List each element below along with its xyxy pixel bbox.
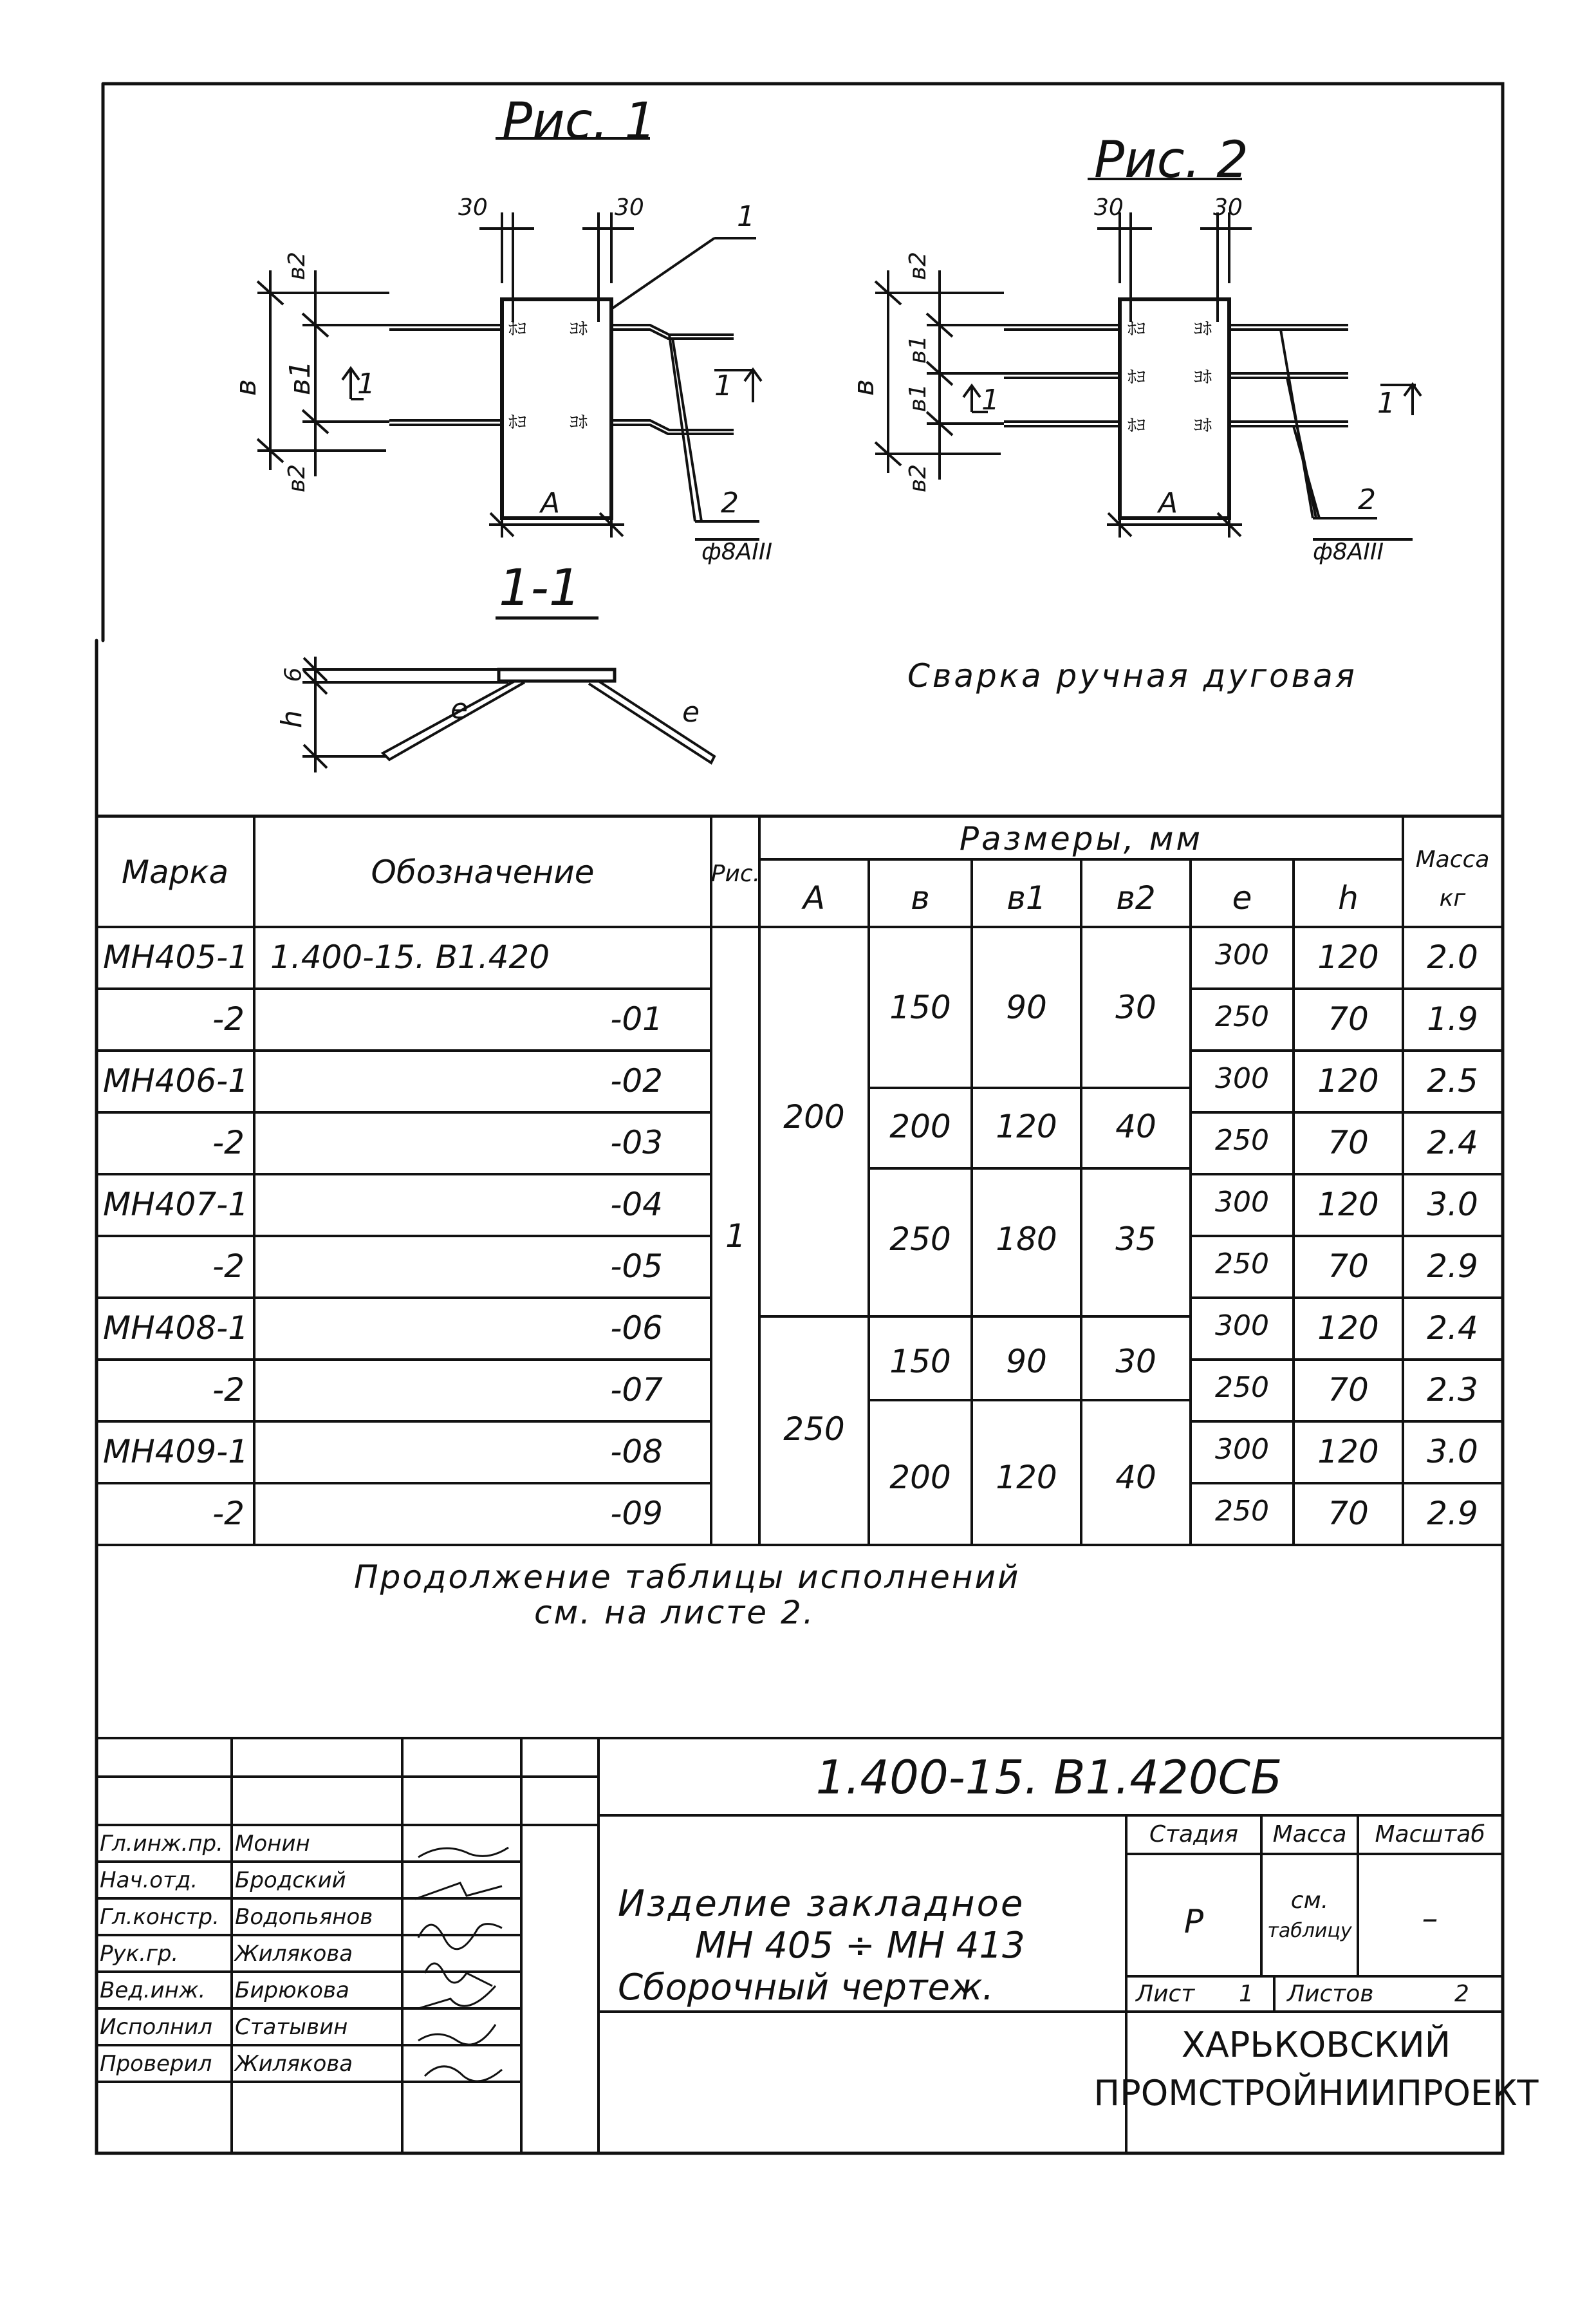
fig1-dim-b2-bottom: в2 (284, 463, 311, 493)
fig1-dim-30-right: 30 (615, 194, 644, 221)
fig1-section-mark-right: 1 (714, 370, 732, 402)
group-b2: 40 (1115, 1108, 1156, 1145)
row-e: 300 (1215, 939, 1269, 971)
row-designation: 1.400-15. В1.420 (270, 939, 550, 976)
row-mark: МН405-1 (103, 939, 249, 976)
fig1-title: Рис. 1 (502, 93, 656, 151)
row-e: 250 (1215, 1371, 1269, 1404)
fig1-pos-1: 1 (737, 200, 755, 233)
row-mass: 2.4 (1427, 1124, 1478, 1161)
row-designation: -01 (610, 1000, 663, 1038)
row-h: 70 (1328, 1124, 1369, 1161)
row-e: 250 (1215, 1495, 1269, 1528)
row-h: 120 (1317, 1186, 1379, 1223)
row-designation: -03 (610, 1124, 663, 1161)
doc-code: 1.400-15. В1.420СБ (815, 1750, 1283, 1804)
welding-note: Сварка ручная дуговая (907, 657, 1357, 695)
svg-text:ﾎﾖ: ﾎﾖ (508, 318, 527, 339)
header-b1: в1 (1007, 879, 1046, 917)
staff-name: Жилякова (235, 1941, 353, 1967)
staff-role: Вед.инж. (100, 1978, 206, 2003)
org-line-1: ХАРЬКОВСКИЙ (1181, 2025, 1451, 2065)
staff-name: Водопьянов (235, 1904, 373, 1930)
fig2-title: Рис. 2 (1094, 131, 1248, 189)
fig2-dim-30-left: 30 (1094, 194, 1124, 221)
row-h: 70 (1328, 1248, 1369, 1285)
row-mass: 2.0 (1427, 939, 1478, 976)
section-title: 1-1 (499, 559, 581, 617)
group-b2: 30 (1115, 1343, 1156, 1380)
section-dim-e-right: e (682, 696, 700, 729)
row-mark: МН406-1 (103, 1062, 249, 1099)
fig1-dim-b2-top: в2 (284, 251, 311, 281)
header-designation: Обозначение (371, 854, 595, 891)
row-mass: 2.3 (1427, 1371, 1478, 1408)
row-e: 250 (1215, 1124, 1269, 1157)
header-h: h (1338, 879, 1359, 917)
scale-value: – (1422, 1900, 1438, 1937)
staff-name: Жилякова (235, 2051, 353, 2077)
fig2-dim-A: A (1158, 487, 1178, 519)
row-mass: 3.0 (1427, 1433, 1478, 1470)
row-mark: МН408-1 (103, 1309, 249, 1347)
staff-role: Гл.инж.пр. (100, 1831, 223, 1857)
staff-name: Бирюкова (235, 1978, 349, 2003)
stage-value: Р (1183, 1903, 1204, 1940)
mass-value-2: таблицу (1267, 1920, 1352, 1942)
svg-text:ﾖﾎ: ﾖﾎ (570, 411, 588, 433)
staff-name: Бродский (235, 1867, 346, 1893)
fig1-dim-30-left: 30 (458, 194, 488, 221)
fig1-rebar: ф8АIII (701, 539, 773, 565)
mass-value-1: см. (1290, 1887, 1329, 1914)
svg-text:ﾖﾎ: ﾖﾎ (1194, 366, 1212, 388)
group-B: 250 (889, 1221, 951, 1258)
row-mass: 2.5 (1427, 1062, 1478, 1099)
group-B: 150 (889, 1343, 951, 1380)
group-b1: 180 (996, 1221, 1057, 1258)
note-line-2: см. на листе 2. (534, 1594, 815, 1631)
row-mark: -2 (212, 1124, 245, 1161)
row-e: 300 (1215, 1309, 1269, 1342)
row-designation: -07 (610, 1371, 663, 1408)
fig1-section-mark-left: 1 (357, 368, 375, 400)
row-e: 300 (1215, 1433, 1269, 1466)
row-h: 70 (1328, 1371, 1369, 1408)
fig2-dim-b2-bottom: в2 (905, 463, 932, 493)
row-h: 70 (1328, 1495, 1369, 1532)
sheet-number: 1 (1239, 1981, 1254, 2007)
header-dims: Размеры, мм (959, 820, 1203, 857)
group-b1: 90 (1006, 1343, 1047, 1380)
row-designation: -05 (610, 1248, 663, 1285)
scale-label: Масштаб (1375, 1821, 1485, 1848)
group-B: 200 (889, 1459, 951, 1496)
header-e: e (1232, 879, 1252, 917)
staff-role: Гл.констр. (100, 1904, 219, 1930)
fig2-rebar: ф8АIII (1313, 539, 1384, 565)
svg-text:ﾎﾖ: ﾎﾖ (1127, 318, 1146, 339)
fig1-pos-2: 2 (721, 487, 739, 519)
fig2-dim-b1-upper: в1 (905, 335, 932, 364)
fig1-dim-B: в (229, 379, 263, 396)
row-h: 120 (1317, 1062, 1379, 1099)
fig2-dim-B: в (847, 379, 880, 396)
product-name-2: МН 405 ÷ МН 413 (695, 1925, 1025, 1967)
row-mass: 2.9 (1427, 1248, 1478, 1285)
row-designation: -09 (610, 1495, 663, 1532)
fig1-dim-b1: в1 (283, 360, 317, 395)
section-dim-6: 6 (280, 667, 307, 682)
fig1-plan (257, 138, 761, 539)
sheets-label: Листов (1287, 1981, 1374, 2007)
row-mark: -2 (212, 1248, 245, 1285)
header-mass: Масса (1415, 847, 1490, 873)
fig2-plan (875, 179, 1421, 539)
svg-text:ﾖﾎ: ﾖﾎ (1194, 318, 1212, 339)
fig2-section-mark-left: 1 (981, 384, 999, 416)
header-mark: Марка (121, 854, 229, 891)
svg-text:ﾎﾖ: ﾎﾖ (1127, 366, 1146, 388)
section-1-1 (302, 618, 714, 772)
fig2-dim-b2-top: в2 (905, 251, 932, 281)
group-B: 200 (889, 1108, 951, 1145)
stage-label: Стадия (1149, 1821, 1239, 1848)
fig2-pos-2: 2 (1358, 483, 1376, 516)
row-mass: 2.4 (1427, 1309, 1478, 1347)
row-e: 250 (1215, 1000, 1269, 1033)
row-mark: МН407-1 (103, 1186, 249, 1223)
cell-fig: 1 (725, 1217, 746, 1255)
row-h: 120 (1317, 939, 1379, 976)
svg-text:ﾖﾎ: ﾖﾎ (1194, 415, 1212, 436)
staff-role: Рук.гр. (100, 1941, 179, 1967)
header-mass-unit: кг (1439, 885, 1466, 912)
fig2-dim-b1-lower: в1 (905, 383, 932, 413)
row-mark: -2 (212, 1000, 245, 1038)
group-b2: 40 (1115, 1459, 1156, 1496)
cell-A-200: 200 (783, 1098, 845, 1136)
product-name-1: Изделие закладное (618, 1883, 1025, 1925)
product-name-3: Сборочный чертеж. (618, 1967, 994, 2008)
row-designation: -02 (610, 1062, 663, 1099)
group-b1: 90 (1006, 989, 1047, 1026)
header-b2: в2 (1116, 879, 1156, 917)
group-b2: 35 (1115, 1221, 1156, 1258)
section-dim-h: h (275, 710, 308, 728)
header-A: A (803, 879, 826, 917)
row-mass: 1.9 (1427, 1000, 1478, 1038)
fig1-dim-A: A (541, 487, 561, 519)
org-line-2: ПРОМСТРОЙНИИПРОЕКТ (1093, 2073, 1539, 2113)
staff-role: Исполнил (100, 2014, 212, 2040)
section-dim-e-left: e (450, 693, 469, 725)
group-b1: 120 (996, 1459, 1057, 1496)
svg-text:ﾎﾖ: ﾎﾖ (1127, 415, 1146, 436)
svg-text:ﾖﾎ: ﾖﾎ (570, 318, 588, 339)
header-fig: Рис. (710, 861, 761, 887)
row-h: 120 (1317, 1433, 1379, 1470)
group-b1: 120 (996, 1108, 1057, 1145)
mass-label: Масса (1272, 1821, 1347, 1848)
row-designation: -08 (610, 1433, 663, 1470)
group-b2: 30 (1115, 989, 1156, 1026)
staff-role: Нач.отд. (100, 1867, 198, 1893)
row-mark: -2 (212, 1371, 245, 1408)
row-h: 120 (1317, 1309, 1379, 1347)
row-mass: 2.9 (1427, 1495, 1478, 1532)
row-mark: МН409-1 (103, 1433, 249, 1470)
header-B: в (911, 879, 930, 917)
svg-text:ﾎﾖ: ﾎﾖ (508, 411, 527, 433)
sheets-total: 2 (1454, 1981, 1469, 2007)
fig2-dim-30-right: 30 (1213, 194, 1243, 221)
row-mass: 3.0 (1427, 1186, 1478, 1223)
staff-name: Статывин (235, 2014, 348, 2040)
row-h: 70 (1328, 1000, 1369, 1038)
staff-name: Монин (235, 1831, 310, 1857)
fig2-section-mark-right: 1 (1377, 387, 1395, 420)
row-mark: -2 (212, 1495, 245, 1532)
row-e: 250 (1215, 1248, 1269, 1280)
row-e: 300 (1215, 1186, 1269, 1219)
row-e: 300 (1215, 1062, 1269, 1095)
sheet-label: Лист (1136, 1981, 1195, 2007)
group-B: 150 (889, 989, 951, 1026)
row-designation: -06 (610, 1309, 663, 1347)
row-designation: -04 (610, 1186, 663, 1223)
cell-A-250: 250 (783, 1410, 845, 1448)
staff-role: Проверил (100, 2051, 212, 2077)
note-line-1: Продолжение таблицы исполнений (354, 1558, 1021, 1596)
